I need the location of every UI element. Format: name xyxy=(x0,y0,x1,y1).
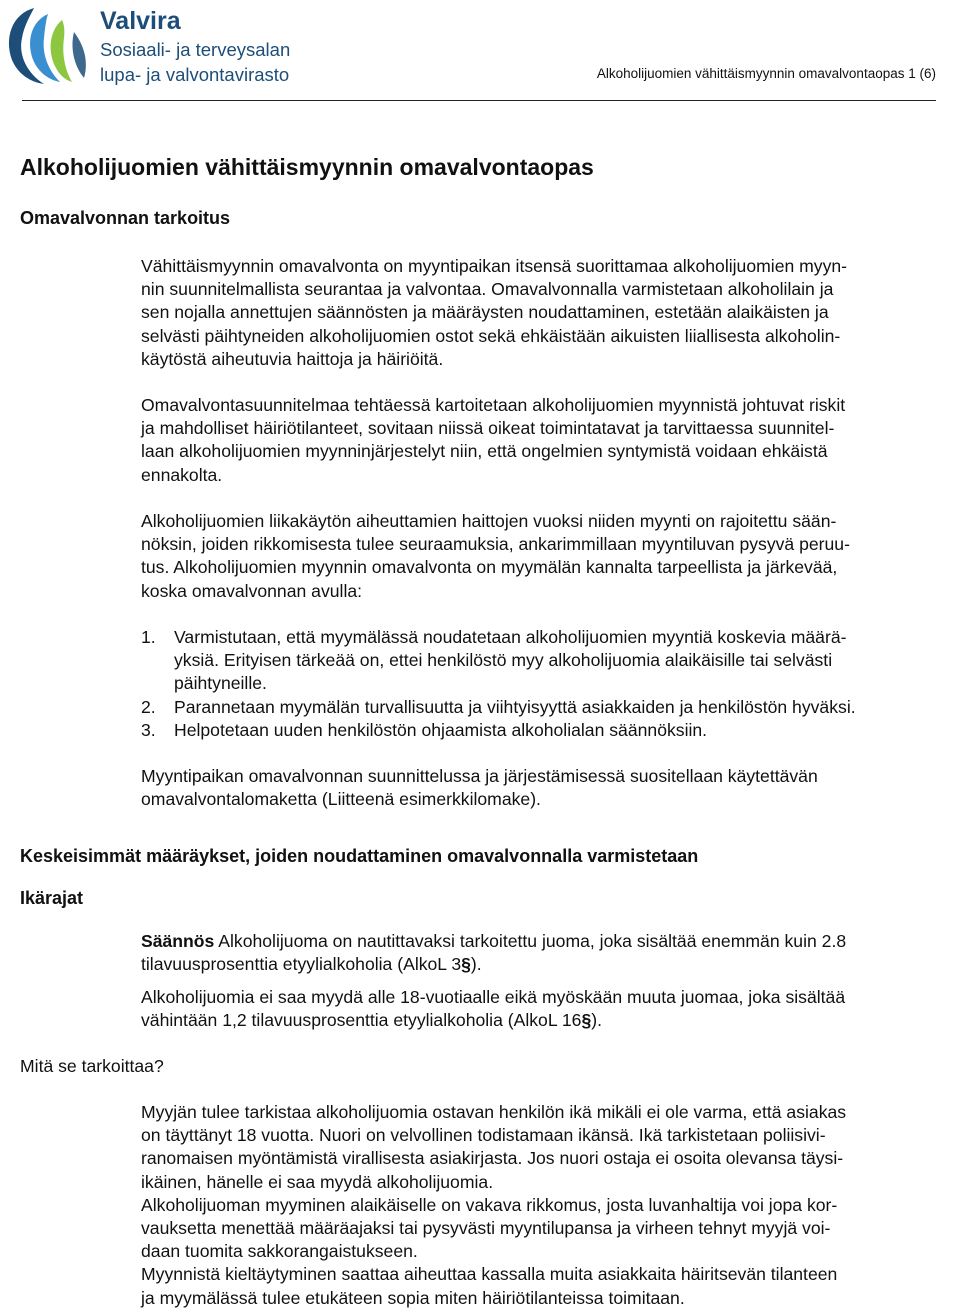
text-line: sen nojalla annettujen säännösten ja määräysten noudattaminen, estetään alaikäisten ja xyxy=(141,302,829,323)
text-line: daan tuomita sakkorangaistukseen. xyxy=(141,1241,418,1262)
text-line: ikäinen, hänelle ei saa myydä alkoholijuomia. xyxy=(141,1171,494,1192)
benefits-list xyxy=(141,626,959,742)
list-text: yksiä. Erityisen tärkeää on, ettei henkilöstö myy alkoholijuomia alaikäisille tai selvästi xyxy=(174,650,833,671)
rule-label: Säännös xyxy=(141,931,215,951)
text-line: nöksin, joiden rikkomisesta tulee seuraamuksia, ankarimmillaan myyntiluvan pysyvä peruu- xyxy=(141,534,850,555)
list-item xyxy=(141,696,959,719)
text-line: Alkoholijuoman myyminen alaikäiselle on vakava rikkomus, josta luvanhaltija voi jopa kor- xyxy=(141,1194,838,1215)
text-line: Omavalvontasuunnitelmaa tehtäessä kartoitetaan alkoholijuomien myynnistä johtuvat riskit xyxy=(141,395,846,415)
paragraph-purpose xyxy=(141,255,959,371)
valvira-logo-mark xyxy=(4,4,304,90)
text-line: ranomaisen myöntämistä virallisesta asiakirjasta. Jos nuori ostaja ei osoita olevansa täysi- xyxy=(141,1148,844,1169)
list-item xyxy=(141,719,959,742)
text-line: selvästi päihtyneiden alkoholijuomien ostot sekä ehkäistään aikuisten liiallisesta alkoholin- xyxy=(141,325,841,346)
text-line: tus. Alkoholijuomien myynnin omavalvonta on myymälän kannalta tarpeellista ja järkevää, xyxy=(141,557,838,578)
valvira-logo xyxy=(4,4,304,90)
regulation-definition xyxy=(141,930,959,976)
paragraph-form-recommendation xyxy=(141,765,959,811)
text-line: Myynnistä kieltäytyminen saattaa aiheuttaa kassalla muita asiakkaita häiritsevän tilanteen xyxy=(141,1264,838,1285)
text-line: ennakolta. xyxy=(141,464,223,485)
list-text: päihtyneille. xyxy=(174,673,267,694)
regulation-age-limit xyxy=(141,986,959,1032)
section-heading-key-rules: Keskeisimmät määräykset, joiden noudattaminen omavalvonnalla varmistetaan xyxy=(20,846,699,866)
rule-text: ). xyxy=(470,954,482,975)
logo-subtitle-line1: Sosiaali- ja terveysalan xyxy=(100,39,291,60)
header-divider xyxy=(22,100,936,101)
meaning-label: Mitä se tarkoittaa? xyxy=(20,1056,164,1076)
subheading-age-limits: Ikärajat xyxy=(20,888,84,908)
text-line: ja mahdolliset häiriötilanteet, sovitaan niissä oikeat toimintatavat ja tarvittaessa suunnitel- xyxy=(141,418,835,439)
section-symbol: § xyxy=(581,1010,592,1031)
paragraph-restrictions xyxy=(141,510,959,603)
list-text: Parannetaan myymälän turvallisuutta ja viihtyisyyttä asiakkaiden ja henkilöstön hyväksi. xyxy=(174,696,856,717)
text-line: käytöstä aiheutuvia haittoja ja häiriöitä. xyxy=(141,348,444,369)
text-line: Myyntipaikan omavalvonnan suunnittelussa ja järjestämisessä suositellaan käytettävän xyxy=(141,766,818,786)
logo-name: Valvira xyxy=(100,7,181,35)
text-line: ja myymälässä tulee etukäteen sopia miten häiriötilanteissa toimitaan. xyxy=(141,1287,685,1308)
list-number: 2. xyxy=(141,696,156,717)
rule-text: ). xyxy=(591,1010,602,1031)
list-number: 1. xyxy=(141,627,156,647)
text-line: koska omavalvonnan avulla: xyxy=(141,580,363,601)
document-reference: Alkoholijuomien vähittäismyynnin omavalvontaopas 1 (6) xyxy=(596,66,936,81)
section-heading-purpose: Omavalvonnan tarkoitus xyxy=(20,208,231,228)
text-line: Alkoholijuomien liikakäytön aiheuttamien haittojen vuoksi niiden myynti on rajoitettu sään- xyxy=(141,511,837,531)
rule-text: vähintään 1,2 tilavuusprosenttia etyylialkoholia (AlkoL 16 xyxy=(141,1010,582,1031)
text-line: nin suunnitelmallista seurantaa ja valvontaa. Omavalvonnalla varmistetaan alkoholilain ja xyxy=(141,279,834,300)
page-title: Alkoholijuomien vähittäismyynnin omavalvontaopas xyxy=(20,154,594,180)
text-line: on täyttänyt 18 vuotta. Nuori on velvollinen todistamaan ikänsä. Ikä tarkistetaan poliisivi- xyxy=(141,1125,826,1146)
text-line: vauksetta menettää määräajaksi tai pysyvästi myyntilupansa ja virheen tehnyt myyjä voi- xyxy=(141,1218,831,1239)
paragraph-plan xyxy=(141,394,959,487)
text-line: Myyjän tulee tarkistaa alkoholijuomia ostavan henkilön ikä mikäli ei ole varma, että asiakas xyxy=(141,1102,847,1122)
rule-text: Alkoholijuoma on nautittavaksi tarkoitettu juoma, joka sisältää enemmän kuin 2.8 xyxy=(214,931,847,951)
text-line: omavalvontalomaketta (Liitteenä esimerkkilomake). xyxy=(141,789,541,810)
rule-text: tilavuusprosenttia etyylialkoholia (AlkoL 3 xyxy=(141,954,462,975)
rule-text: Alkoholijuomia ei saa myydä alle 18-vuotiaalle eikä myöskään muuta juomaa, joka sisältää xyxy=(141,987,846,1007)
text-line: laan alkoholijuomien myynninjärjestelyt niin, että ongelmien syntymistä voidaan ehkäistä xyxy=(141,441,828,462)
text-line: Vähittäismyynnin omavalvonta on myyntipaikan itsensä suorittamaa alkoholijuomien myyn- xyxy=(141,256,848,276)
list-item xyxy=(141,626,959,696)
section-symbol: § xyxy=(461,954,471,975)
list-text: Varmistutaan, että myymälässä noudatetaan alkoholijuomien myyntiä koskevia määrä- xyxy=(174,627,847,647)
logo-subtitle-line2: lupa- ja valvontavirasto xyxy=(100,64,290,85)
list-text: Helpotetaan uuden henkilöstön ohjaamista alkoholialan säännöksiin. xyxy=(174,719,708,740)
meaning-text xyxy=(141,1101,959,1310)
list-number: 3. xyxy=(141,719,156,740)
